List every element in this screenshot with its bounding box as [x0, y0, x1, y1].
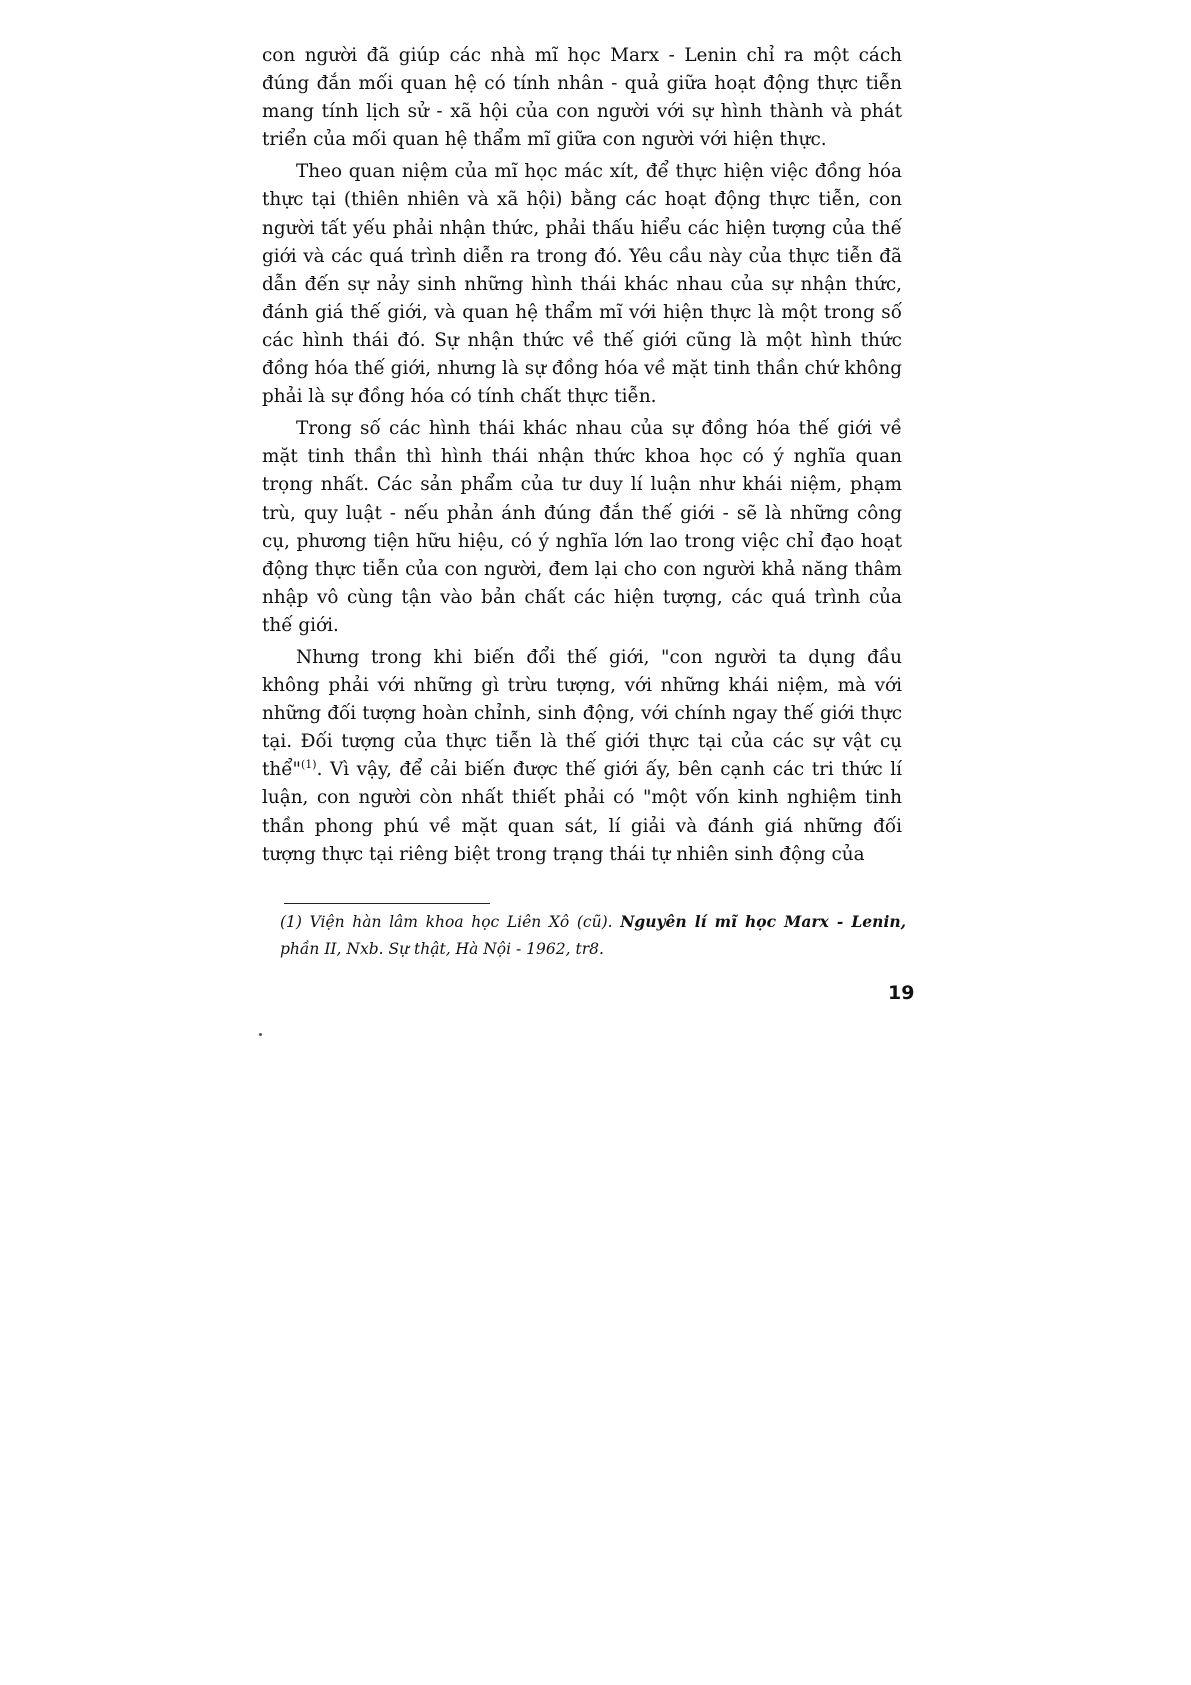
- footnote-prefix: (1) Viện hàn lâm khoa học Liên Xô (cũ).: [280, 913, 621, 931]
- footnote-reference: (1): [301, 758, 317, 772]
- paragraph-4-text-a: Nhưng trong khi biến đổi thế giới, "con người ta dụng đầu không phải với những gì trừu tượng, với những khái niệm, mà với những đối tượng hoàn chỉnh, sinh động, với chính ngay thế giới thực tại. Đối tượng của thực tiễn là thế giới thực tại của các sự vật cụ thể": [262, 646, 902, 781]
- footnote-divider: [284, 903, 490, 904]
- footnote: [280, 908, 906, 963]
- paragraph-3: Trong số các hình thái khác nhau của sự đồng hóa thế giới về mặt tinh thần thì hình thái nhận thức khoa học có ý nghĩa quan trọng nhất. Các sản phẩm của tư duy lí luận như khái niệm, phạm trù, quy luật - nếu phản ánh đúng đắn thế giới - sẽ là những công cụ, phương tiện hữu hiệu, có ý nghĩa lớn lao trong việc chỉ đạo hoạt động thực tiễn của con người, đem lại cho con người khả năng thâm nhập vô cùng tận vào bản chất các hiện tượng, các quá trình của thế giới.: [262, 418, 902, 636]
- paragraph-2: Theo quan niệm của mĩ học mác xít, để thực hiện việc đồng hóa thực tại (thiên nhiên và xã hội) bằng các hoạt động thực tiễn, con người tất yếu phải nhận thức, phải thấu hiểu các hiện tượng của thế giới và các quá trình diễn ra trong đó. Yêu cầu này của thực tiễn đã dẫn đến sự nảy sinh những hình thái khác nhau của sự nhận thức, đánh giá thế giới, và quan hệ thẩm mĩ với hiện thực là một trong số các hình thái đó. Sự nhận thức về thế giới cũng là một hình thức đồng hóa thế giới, nhưng là sự đồng hóa về mặt tinh thần chứ không phải là sự đồng hóa có tính chất thực tiễn.: [262, 161, 902, 408]
- paragraph-4-text-b: . Vì vậy, để cải biến được thế giới ấy, bên cạnh các tri thức lí luận, con người còn nhất thiết phải có "một vốn kinh nghiệm tinh thần phong phú về mặt quan sát, lí giải và đánh giá những đối tượng thực tại riêng biệt trong trạng thái tự nhiên sinh động của: [262, 759, 902, 865]
- footnote-suffix: phần II, Nxb. Sự thật, Hà Nội - 1962, tr8.: [280, 940, 604, 958]
- page-number: 19: [888, 982, 915, 1004]
- page-body: [262, 42, 902, 869]
- paragraph-1: con người đã giúp các nhà mĩ học Marx - Lenin chỉ ra một cách đúng đắn mối quan hệ có tính nhân - quả giữa hoạt động thực tiễn mang tính lịch sử - xã hội của con người với sự hình thành và phát triển của mối quan hệ thẩm mĩ giữa con người với hiện thực.: [262, 45, 902, 151]
- footnote-title: Nguyên lí mĩ học Marx - Lenin,: [620, 912, 906, 931]
- scan-speck: [259, 1033, 262, 1036]
- paragraph-4: [262, 644, 902, 869]
